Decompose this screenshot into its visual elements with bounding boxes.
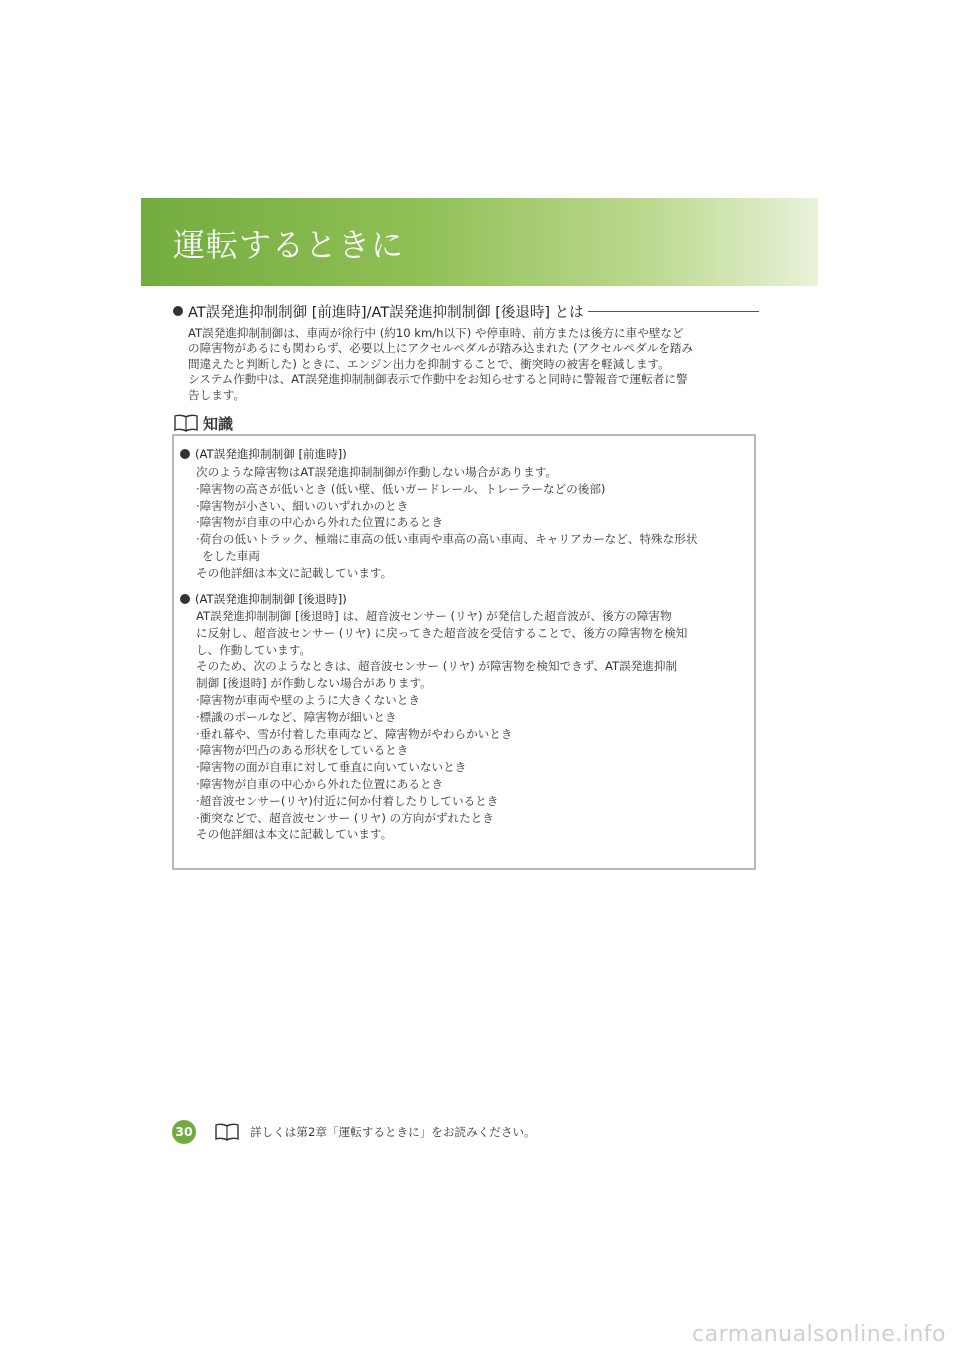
watermark: carmanualsonline.info: [692, 1322, 946, 1347]
knowledge-item-body: [196, 608, 752, 843]
body-line: AT誤発進抑制制御 [後退時] は、超音波センサー (リヤ) が発信した超音波が、後方の障害物: [196, 609, 672, 623]
bullet-icon: [173, 306, 183, 316]
body-line: ·衝突などで、超音波センサー (リヤ) の方向がずれたとき: [196, 810, 494, 825]
chapter-title: 運転するときに: [173, 226, 405, 264]
bullet-icon: [180, 449, 190, 459]
intro-line: 告します。: [188, 387, 246, 402]
knowledge-item-heading: [180, 591, 347, 607]
page-number-badge: 30: [172, 1120, 196, 1144]
knowledge-label: [173, 412, 233, 434]
page-footer: [172, 1120, 772, 1144]
knowledge-title: 知識: [203, 414, 234, 433]
body-line: そのため、次のようなときは、超音波センサー (リヤ) が障害物を検知できず、AT誤発進抑制: [196, 659, 678, 674]
body-line: 次のような障害物はAT誤発進抑制制御が作動しない場合があります。: [196, 465, 557, 479]
section-heading-text: AT誤発進抑制制御 [前進時]/AT誤発進抑制制御 [後退時] とは: [188, 304, 584, 321]
body-line: その他詳細は本文に記載しています。: [196, 827, 393, 842]
knowledge-item-heading-text: (AT誤発進抑制制御 [前進時]): [195, 447, 347, 461]
bullet-icon: [180, 594, 190, 604]
body-line: ·障害物が小さい、細いのいずれかのとき: [196, 498, 409, 513]
knowledge-item-body: [196, 464, 752, 582]
intro-line: AT誤発進抑制制御は、車両が徐行中 (約10 km/h以下) や停車時、前方または後方に車や壁など: [188, 326, 684, 340]
body-line: ·障害物の高さが低いとき (低い壁、低いガードレール、トレーラーなどの後部): [196, 481, 606, 496]
body-line: ·障害物が自車の中心から外れた位置にあるとき: [196, 776, 444, 791]
body-line: ·垂れ幕や、雪が付着した車両など、障害物がやわらかいとき: [196, 726, 513, 741]
book-icon: [173, 413, 199, 433]
body-line: ·障害物の面が自車に対して垂直に向いていないとき: [196, 760, 467, 775]
chapter-banner: [141, 198, 818, 286]
intro-paragraph: [188, 326, 758, 403]
section-heading: [173, 300, 759, 322]
body-line: ·障害物が車両や壁のように大きくないとき: [196, 692, 420, 707]
knowledge-item-heading-text: (AT誤発進抑制制御 [後退時]): [195, 592, 347, 606]
body-line: 制御 [後退時] が作動しない場合があります。: [196, 676, 432, 691]
body-line: をした車両: [202, 548, 260, 563]
body-line: し、作動しています。: [196, 642, 312, 657]
body-line: ·超音波センサー(リヤ)付近に何か付着したりしているとき: [196, 793, 499, 808]
body-line: ·標識のポールなど、障害物が細いとき: [196, 709, 397, 724]
body-line: に反射し、超音波センサー (リヤ) に戻ってきた超音波を受信することで、後方の障害物を検知: [196, 625, 688, 640]
knowledge-item-heading: [180, 446, 347, 462]
footer-reference-text: 詳しくは第2章「運転するときに」をお読みください。: [250, 1125, 536, 1139]
heading-rule: [588, 311, 759, 312]
intro-line: システム作動中は、AT誤発進抑制制御表示で作動中をお知らせすると同時に警報音で運転者に警: [188, 372, 688, 387]
body-line: ·荷台の低いトラック、極端に車高の低い車両や車高の高い車両、キャリアカーなど、特殊な形状: [196, 532, 698, 547]
body-line: ·障害物が凹凸のある形状をしているとき: [196, 743, 409, 758]
body-line: その他詳細は本文に記載しています。: [196, 565, 393, 580]
knowledge-box: [172, 434, 756, 870]
intro-line: 間違えたと判断した) ときに、エンジン出力を抑制することで、衝突時の被害を軽減します。: [188, 356, 670, 371]
body-line: ·障害物が自車の中心から外れた位置にあるとき: [196, 515, 444, 530]
intro-line: の障害物があるにも関わらず、必要以上にアクセルペダルが踏み込まれた (アクセルペダルを踏み: [188, 341, 694, 356]
book-icon: [214, 1122, 240, 1142]
